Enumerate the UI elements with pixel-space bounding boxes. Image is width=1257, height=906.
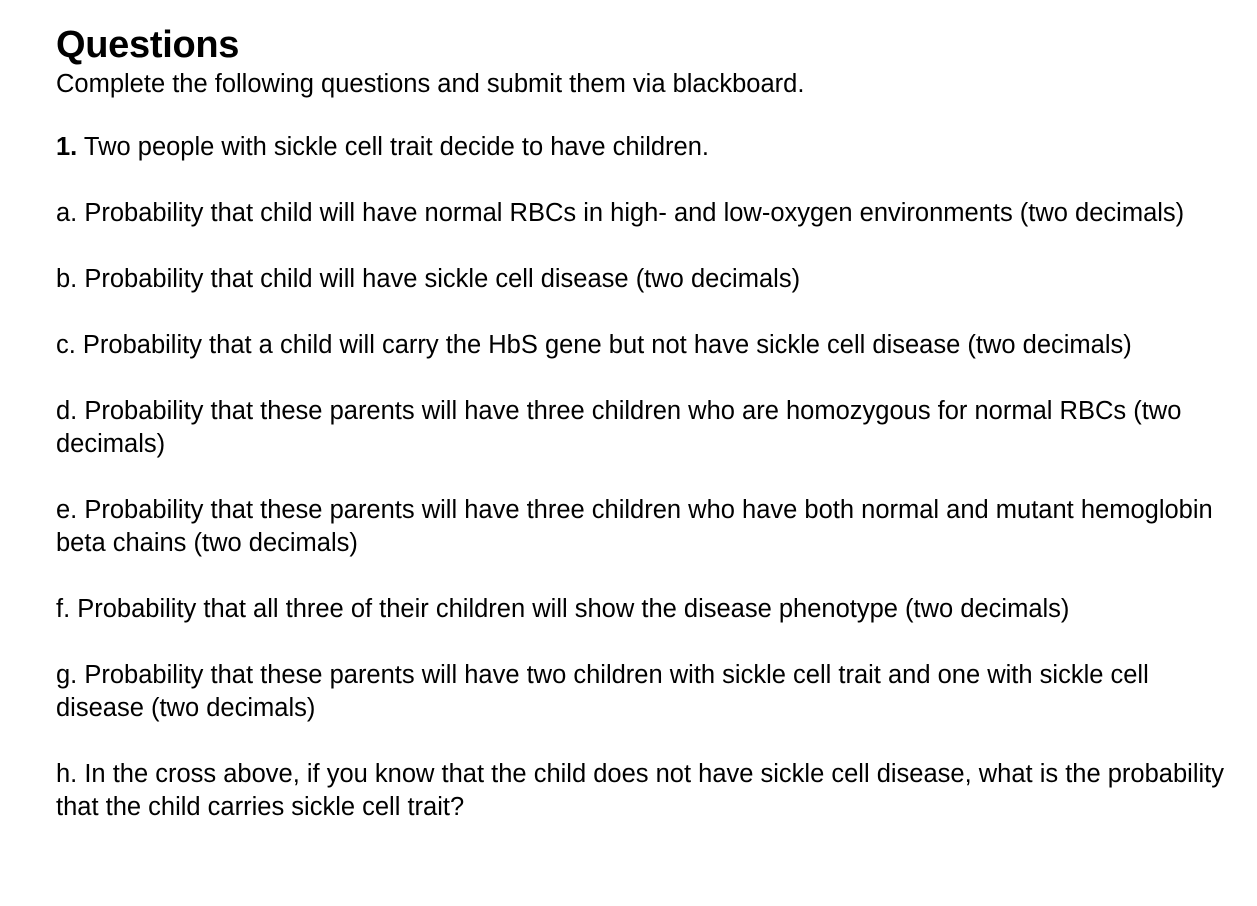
- question-1-prompt: [56, 131, 1236, 164]
- question-part-g: g. Probability that these parents will have two children with sickle cell trait and one with sickle cell disease (two decimals): [56, 661, 1149, 722]
- question-part-c: c. Probability that a child will carry the HbS gene but not have sickle cell disease (two decimals): [56, 331, 1132, 359]
- question-part-b: b. Probability that child will have sickle cell disease (two decimals): [56, 265, 801, 293]
- question-part-f: f. Probability that all three of their children will show the disease phenotype (two decimals): [56, 595, 1070, 623]
- question-part-d: d. Probability that these parents will have three children who are homozygous for normal RBCs (two decimals): [56, 397, 1182, 458]
- question-number: 1.: [56, 133, 78, 161]
- document-page: [56, 22, 1236, 824]
- instructions-text: Complete the following questions and submit them via blackboard.: [56, 70, 805, 98]
- question-prompt-text: Two people with sickle cell trait decide to have children.: [77, 133, 709, 161]
- page-title: Questions: [56, 24, 240, 66]
- question-part-h: h. In the cross above, if you know that the child does not have sickle cell disease, what is the probability that the child carries sickle cell trait?: [56, 760, 1224, 821]
- question-part-e: e. Probability that these parents will have three children who have both normal and mutant hemoglobin beta chains (two decimals): [56, 496, 1213, 557]
- question-part-a: a. Probability that child will have normal RBCs in high- and low-oxygen environments (two decimals): [56, 199, 1185, 227]
- question-parts-list: [56, 197, 1236, 824]
